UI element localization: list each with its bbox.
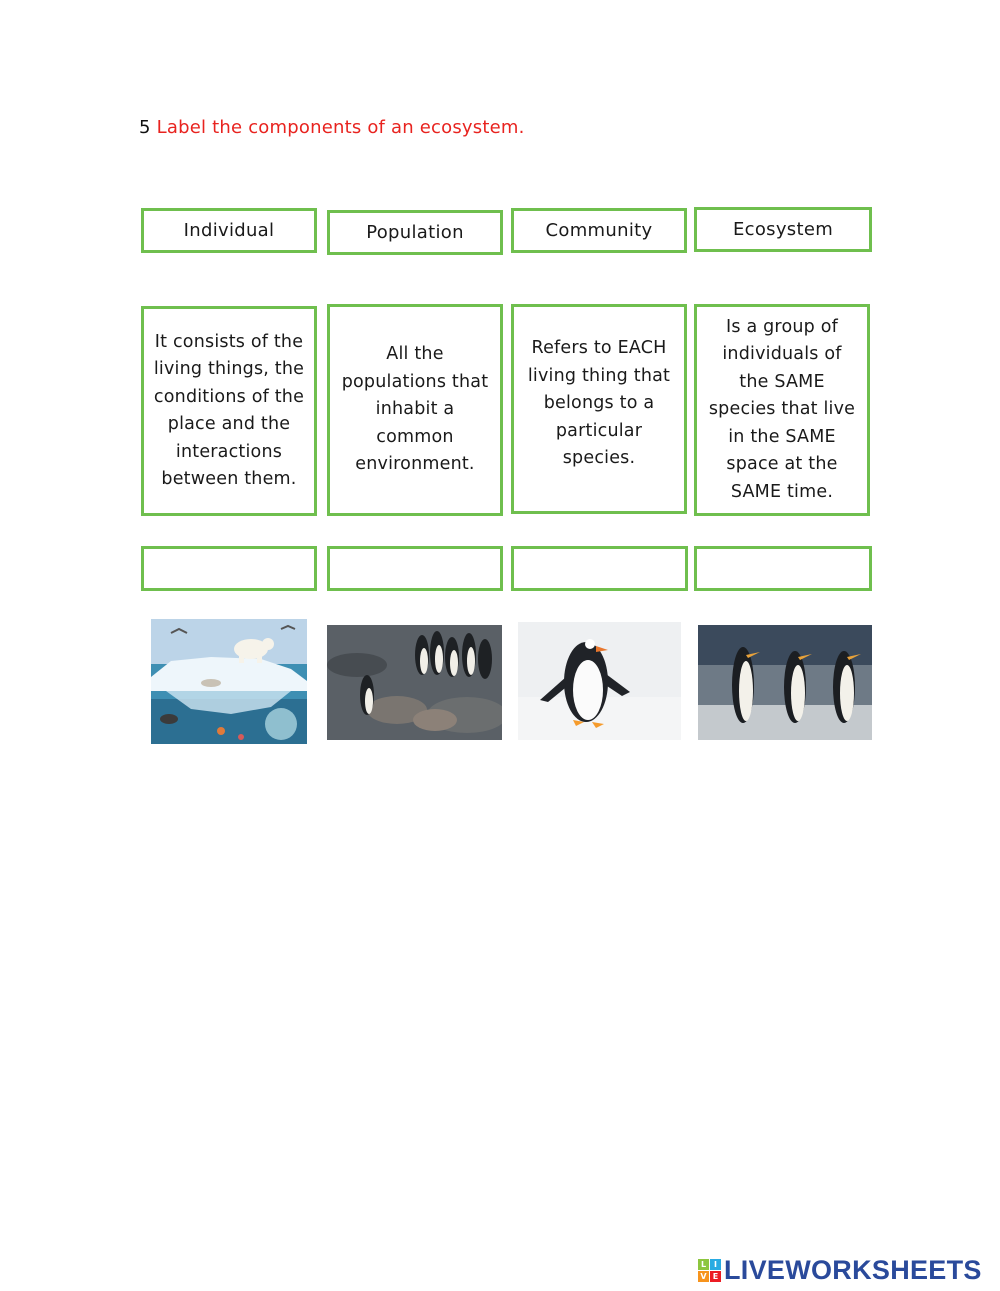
- penguin-colony-image: [327, 625, 502, 740]
- label-text: Population: [366, 222, 464, 243]
- logo-block: I: [710, 1259, 721, 1270]
- definition-text: Is a group of individuals of the SAME species that live in the SAME space at the SAME time.: [708, 316, 856, 502]
- question-instruction: Label the components of an ecosystem.: [156, 117, 525, 138]
- liveworksheets-logo: [698, 1255, 982, 1285]
- definition-text: It consists of the living things, the conditions of the place and the interactions between them.: [153, 331, 305, 489]
- question-heading: [139, 117, 525, 138]
- label-text: Ecosystem: [732, 219, 834, 240]
- answer-drop-box-1[interactable]: [141, 546, 317, 591]
- logo-block: E: [710, 1271, 721, 1282]
- liveworksheets-logo-icon: [698, 1259, 721, 1282]
- label-card-population[interactable]: [327, 210, 503, 255]
- question-number: 5: [139, 117, 151, 138]
- label-card-ecosystem[interactable]: [694, 207, 872, 252]
- answer-drop-box-4[interactable]: [694, 546, 872, 591]
- three-penguins-image: [698, 625, 872, 740]
- logo-block: V: [698, 1271, 709, 1282]
- definition-card-1: [141, 306, 317, 516]
- label-text: Individual: [183, 220, 275, 241]
- label-card-individual[interactable]: [141, 208, 317, 253]
- logo-block: L: [698, 1259, 709, 1270]
- definition-card-4: [694, 304, 870, 516]
- label-text: Community: [545, 220, 653, 241]
- brand-name: LIVEWORKSHEETS: [724, 1254, 982, 1285]
- definition-text: Refers to EACH living thing that belongs to a particular species.: [527, 338, 671, 468]
- definition-card-2: [327, 304, 503, 516]
- arctic-ecosystem-image: [151, 619, 307, 744]
- label-card-community[interactable]: [511, 208, 687, 253]
- answer-drop-box-3[interactable]: [511, 546, 688, 591]
- single-penguin-image: [518, 622, 681, 740]
- definition-card-3: [511, 304, 687, 514]
- definition-text: All the populations that inhabit a common environment.: [341, 344, 489, 475]
- answer-drop-box-2[interactable]: [327, 546, 503, 591]
